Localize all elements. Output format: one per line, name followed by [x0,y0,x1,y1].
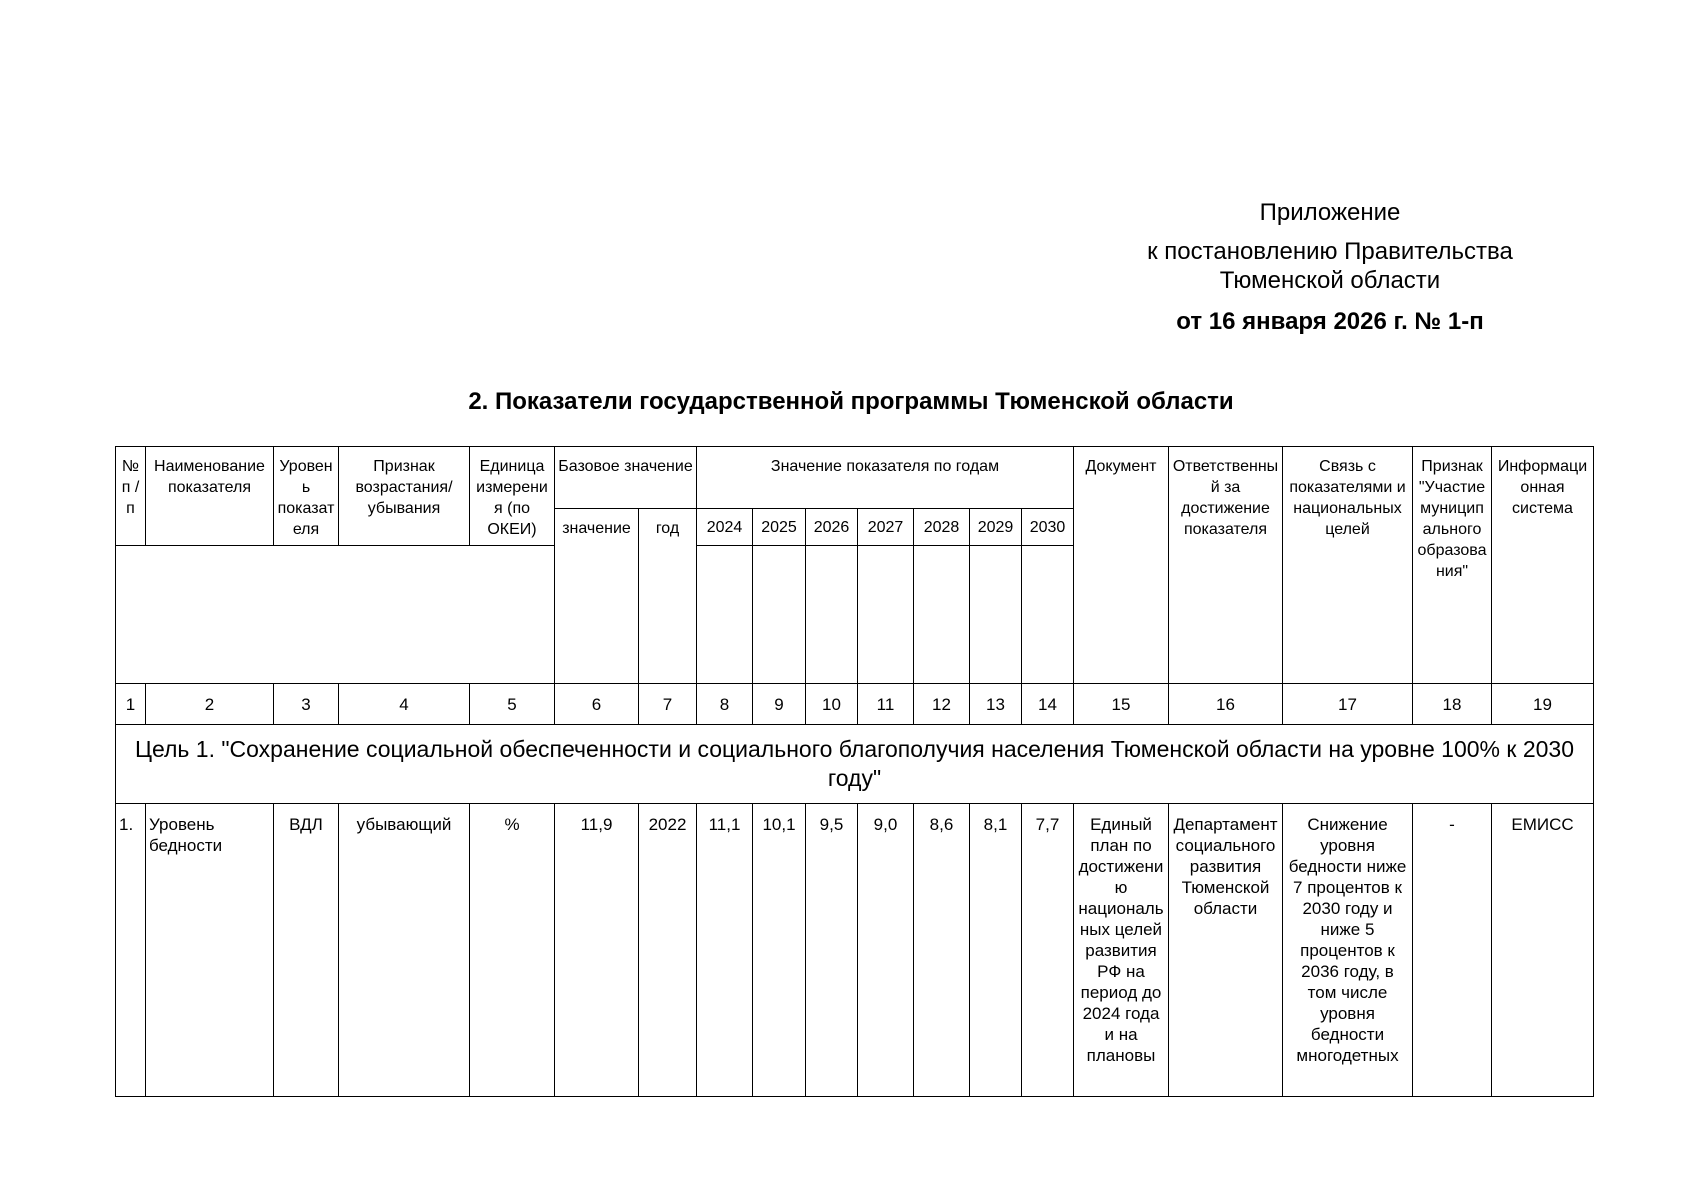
header-year: 2030 [1022,509,1074,546]
goal-row [116,725,1594,804]
header-municipal: Признак "Участие муниципального образования" [1413,447,1492,684]
column-number: 14 [1022,684,1074,725]
column-number: 3 [274,684,339,725]
header-spacer-year [1022,546,1074,684]
header-spacer-year [753,546,806,684]
column-number: 7 [639,684,697,725]
header-spacer-year [806,546,858,684]
header-document: Документ [1074,447,1169,684]
header-year: 2029 [970,509,1022,546]
cell-year-value: 9,5 [806,804,858,1097]
column-number: 11 [858,684,914,725]
header-unit: Единица измерения (по ОКЕИ) [470,447,555,546]
header-row-1 [116,447,1594,509]
header-level: Уровень показателя [274,447,339,546]
column-number: 18 [1413,684,1492,725]
header-spacer-year [970,546,1022,684]
cell-year-value: 7,7 [1022,804,1074,1097]
header-year: 2024 [697,509,753,546]
header-responsible: Ответственный за достижение показателя [1169,447,1283,684]
cell-year-value: 8,1 [970,804,1022,1097]
annex-date-number: от 16 января 2026 г. № 1-п [1176,308,1484,335]
document-title: 2. Показатели государственной программы Тюменской области [468,388,1234,415]
header-spacer-year [914,546,970,684]
column-number: 15 [1074,684,1169,725]
cell-link: Снижение уровня бедности ниже 7 процентов к 2030 году и ниже 5 процентов к 2036 году, в том числе уровня бедности многодетных [1283,804,1413,1097]
column-number-row [116,684,1594,725]
cell-trend: убывающий [339,804,470,1097]
column-number: 19 [1492,684,1594,725]
cell-num: 1. [116,804,146,1097]
column-number: 9 [753,684,806,725]
cell-base-year: 2022 [639,804,697,1097]
annex-region: Тюменской области [1219,267,1441,294]
header-num: № п /п [116,447,146,546]
header-spacer-left [116,546,555,684]
indicators-table [115,446,1594,1097]
column-number: 17 [1283,684,1413,725]
header-base-value: значение [555,509,639,684]
column-number: 13 [970,684,1022,725]
column-number: 10 [806,684,858,725]
cell-responsible: Департамент социального развития Тюменской области [1169,804,1283,1097]
cell-year-value: 9,0 [858,804,914,1097]
table-row [116,804,1594,1097]
column-number: 4 [339,684,470,725]
cell-level: ВДЛ [274,804,339,1097]
column-number: 2 [146,684,274,725]
column-number: 12 [914,684,970,725]
cell-document: Единый план по достижению национальных целей развития РФ на период до 2024 года и на плановы [1074,804,1169,1097]
header-by-years: Значение показателя по годам [697,447,1074,509]
cell-year-value: 11,1 [697,804,753,1097]
annex-label: Приложение [1259,199,1401,226]
header-base: Базовое значение [555,447,697,509]
cell-municipal: - [1413,804,1492,1097]
header-trend: Признак возрастания/ убывания [339,447,470,546]
header-year: 2028 [914,509,970,546]
header-year: 2025 [753,509,806,546]
cell-year-value: 8,6 [914,804,970,1097]
header-year: 2027 [858,509,914,546]
cell-base-value: 11,9 [555,804,639,1097]
annex-block [1095,198,1565,336]
header-spacer-year [697,546,753,684]
goal-text: Цель 1. "Сохранение социальной обеспеченности и социального благополучия населения Тюменской области на уровне 100% к 2030 году" [116,725,1594,804]
header-infosys: Информационная система [1492,447,1594,684]
header-name: Наименование показателя [146,447,274,546]
header-year: 2026 [806,509,858,546]
header-spacer-year [858,546,914,684]
column-number: 1 [116,684,146,725]
column-number: 16 [1169,684,1283,725]
column-number: 8 [697,684,753,725]
cell-unit: % [470,804,555,1097]
column-number: 6 [555,684,639,725]
cell-name: Уровень бедности [146,804,274,1097]
annex-to-decree: к постановлению Правительства [1147,238,1513,265]
header-link: Связь с показателями и национальных целей [1283,447,1413,684]
cell-infosys: ЕМИСС [1492,804,1594,1097]
column-number: 5 [470,684,555,725]
header-base-year: год [639,509,697,684]
cell-year-value: 10,1 [753,804,806,1097]
